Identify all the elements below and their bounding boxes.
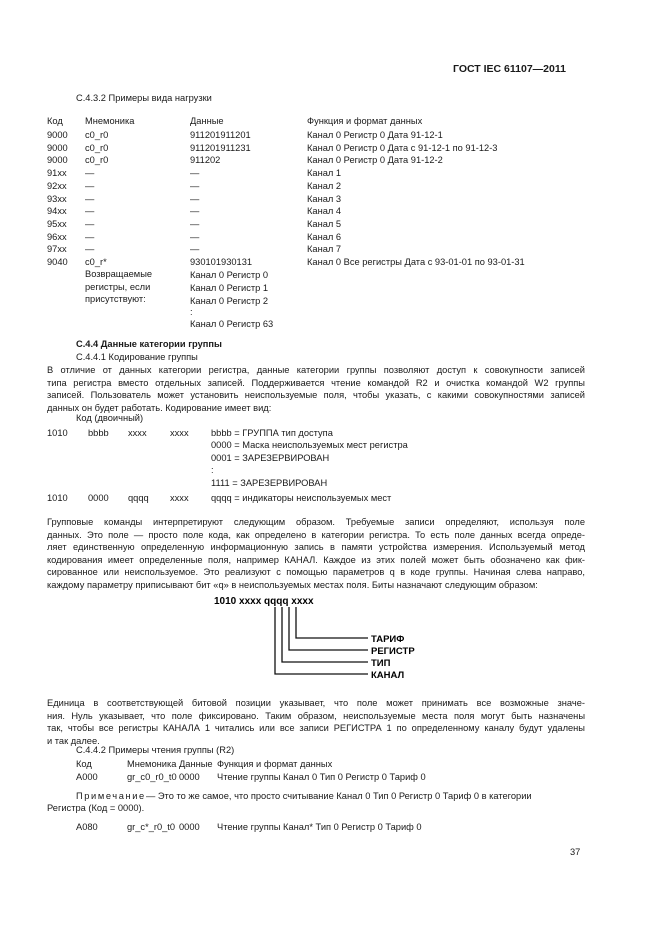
table-cell: —: [85, 206, 95, 217]
table-cell: 9000: [47, 155, 68, 166]
paragraph-line: Единица в соответствующей битовой позиции указывает, что поле может принимать все возможные значе-: [47, 698, 585, 708]
returned-registers-note: присутствуют:: [85, 294, 146, 305]
table-cell: 9000: [47, 142, 68, 153]
read-table-cell: A000: [76, 772, 98, 782]
table-cell: 930101930131: [190, 257, 253, 267]
table-cell: —: [85, 231, 95, 242]
paragraph-line: данных он будет работать. Кодирование имеет вид:: [47, 402, 272, 413]
table-cell: 97xx: [47, 244, 67, 255]
diagram-label-type: ТИП: [371, 658, 391, 669]
register-list-item: Канал 0 Регистр 1: [190, 283, 269, 293]
table-cell: Канал 6: [307, 231, 342, 242]
table-cell: Канал 5: [307, 218, 342, 229]
table-cell: Канал 7: [307, 244, 342, 255]
table-cell: —: [190, 231, 200, 242]
page-number: 37: [570, 847, 581, 857]
returned-registers-note: Возвращаемые: [85, 269, 153, 279]
table-cell: —: [85, 193, 95, 204]
coding-value-line: :: [211, 465, 214, 475]
table-cell: —: [85, 168, 95, 179]
paragraph-line: В отличие от данных категории регистра, данные категории группы позволяют доступ к совокупности записей: [47, 365, 585, 375]
paragraph-line: ляет единственную определенную информационную запись в памяти устройства измерения. Используемый метод: [47, 542, 585, 553]
read-table-header: Функция и формат данных: [217, 759, 333, 769]
table-header-cell: Данные: [190, 116, 224, 126]
table-cell: —: [190, 206, 200, 217]
table-cell: 9000: [47, 130, 68, 140]
table-cell: —: [190, 180, 200, 191]
code-binary-label: Код (двоичный): [76, 413, 144, 423]
coding-cell: xxxx: [170, 493, 189, 503]
paragraph-line: Групповые команды интерпретируют следующим образом. Требуемые записи определяют, используя поле: [47, 517, 585, 527]
bit-assignment-diagram: [200, 590, 460, 690]
table-cell: 911201911201: [190, 130, 251, 140]
table-cell: —: [85, 180, 95, 191]
paragraph-line: и так далее.: [47, 735, 100, 746]
table-cell: c0_r*: [85, 257, 107, 267]
register-list-item: Канал 0 Регистр 0: [190, 270, 269, 280]
paragraph-line: кодирования имеет определенные поля, например КАНАЛ. Каждое из этих полей может быть обозначено как фик-: [47, 554, 585, 565]
table-cell: Канал 2: [307, 180, 342, 191]
table-cell: 94xx: [47, 206, 67, 217]
paragraph-line: так, чтобы все регистры КАНАЛА 1 читались или все записи РЕГИСТРА 1 по определенному каналу будут удалены: [47, 723, 585, 734]
table-cell: —: [190, 168, 200, 179]
diagram-label-register: РЕГИСТР: [371, 646, 415, 657]
read-table-cell: 0000: [179, 772, 200, 782]
coding-cell: bbbb: [88, 428, 109, 438]
diagram-code-text: 1010 xxxx qqqq xxxx: [214, 596, 314, 607]
note-label: Примечание: [76, 791, 146, 801]
register-list-item: Канал 0 Регистр 2: [190, 296, 269, 306]
table-cell: 92xx: [47, 180, 67, 191]
read-table-cell: gr_c*_r0_t0: [127, 822, 176, 832]
read-table-header: Данные: [179, 759, 213, 769]
paragraph-line: данных. Это поле — просто поле кода, как определено в категории регистра. То есть поле данных всегда опреде-: [47, 529, 585, 540]
table-header-cell: Код: [47, 116, 63, 126]
coding-value-line: 0001 = ЗАРЕЗЕРВИРОВАН: [211, 453, 330, 463]
paragraph-line: записей. Пользователь может установить неиспользуемые поля, чтобы указать, с какими совокупностями записей: [47, 390, 585, 401]
coding-cell: bbbb = ГРУППА тип доступа: [211, 428, 333, 438]
coding-cell: qqqq: [128, 493, 149, 503]
table-cell: Канал 1: [307, 168, 342, 179]
table-cell: 91xx: [47, 168, 67, 179]
table-cell: —: [190, 193, 200, 204]
read-table-cell: 0000: [179, 822, 200, 832]
table-cell: 9040: [47, 257, 68, 267]
table-cell: Канал 0 Регистр 0 Дата 91-12-2: [307, 155, 443, 166]
table-cell: 911201911231: [190, 142, 251, 153]
table-cell: —: [85, 244, 95, 255]
table-cell: —: [190, 218, 200, 229]
paragraph-line: сированное или неиспользуемое. Это реализуют с помощью параметров q в коде группы. Начиная слева направо,: [47, 567, 585, 578]
coding-cell: qqqq = индикаторы неиспользуемых мест: [211, 493, 392, 503]
bit-meaning-paragraph: [47, 697, 585, 747]
table-cell: 911202: [190, 155, 221, 166]
table-header-cell: Мнемоника: [85, 116, 135, 126]
coding-value-line: 1111 = ЗАРЕЗЕРВИРОВАН: [211, 478, 328, 488]
table-cell: 96xx: [47, 231, 67, 242]
section-title-c432: С.4.3.2 Примеры вида нагрузки: [76, 93, 212, 103]
table-cell: Канал 3: [307, 193, 342, 204]
section-title-c442: С.4.4.2 Примеры чтения группы (R2): [76, 745, 235, 755]
group-coding-paragraph: [47, 364, 585, 414]
coding-cell: 0000: [88, 493, 109, 503]
coding-cell: xxxx: [170, 428, 189, 438]
section-title-c441: С.4.4.1 Кодирование группы: [76, 352, 198, 362]
table-cell: Канал 0 Регистр 0 Дата с 91-12-1 по 91-12-3: [307, 142, 498, 153]
read-table-cell: Чтение группы Канал* Тип 0 Регистр 0 Тариф 0: [217, 822, 422, 832]
register-list-item: :: [190, 307, 193, 317]
table-cell: c0_r0: [85, 142, 109, 153]
document-header: ГОСТ IEC 61107—2011: [453, 63, 566, 75]
table-cell: 93xx: [47, 193, 67, 204]
table-cell: —: [190, 244, 200, 255]
read-table-cell: Чтение группы Канал 0 Тип 0 Регистр 0 Тариф 0: [217, 772, 426, 782]
coding-cell: xxxx: [128, 428, 147, 438]
read-table-cell: gr_c0_r0_t0: [127, 772, 177, 782]
table-cell: Канал 0 Все регистры Дата с 93-01-01 по 93-01-31: [307, 257, 525, 267]
table-cell: 95xx: [47, 218, 67, 229]
read-table-header: Код: [76, 759, 92, 769]
read-table-cell: A080: [76, 822, 98, 832]
table-cell: —: [85, 218, 95, 229]
returned-registers-note: регистры, если: [85, 281, 151, 292]
coding-cell: 1010: [47, 493, 68, 503]
diagram-leader-lines: [275, 607, 368, 674]
read-table-header: Мнемоника: [127, 759, 177, 769]
diagram-label-channel: КАНАЛ: [371, 670, 405, 681]
table-cell: Канал 4: [307, 206, 342, 217]
table-cell: c0_r0: [85, 155, 109, 166]
paragraph-line: ния. Нуль указывает, что поле фиксировано. Таким образом, неиспользуемые места поля могут быть назначены: [47, 710, 585, 721]
table-cell: c0_r0: [85, 130, 109, 140]
note-text-line: — Это то же самое, что просто считывание Канал 0 Тип 0 Регистр 0 Тариф 0 в категории: [146, 791, 532, 801]
diagram-label-tariff: ТАРИФ: [371, 634, 405, 645]
coding-cell: 1010: [47, 428, 68, 438]
table-header-cell: Функция и формат данных: [307, 116, 423, 126]
note-text-line: Регистра (Код = 0000).: [47, 803, 145, 813]
group-commands-paragraph: [47, 516, 585, 592]
paragraph-line: типа регистра вместо отдельных записей. Поддерживается чтение командой R2 и очистка командой W2 группы: [47, 377, 585, 388]
coding-value-line: 0000 = Маска неиспользуемых мест регистра: [211, 440, 408, 450]
paragraph-line: каждому параметру приписывают бит «q» в неиспользуемых местах поля. Биты назначают следующим образом:: [47, 579, 538, 590]
section-title-c44: С.4.4 Данные категории группы: [76, 339, 222, 349]
register-list-item: Канал 0 Регистр 63: [190, 319, 274, 329]
table-cell: Канал 0 Регистр 0 Дата 91-12-1: [307, 130, 443, 140]
